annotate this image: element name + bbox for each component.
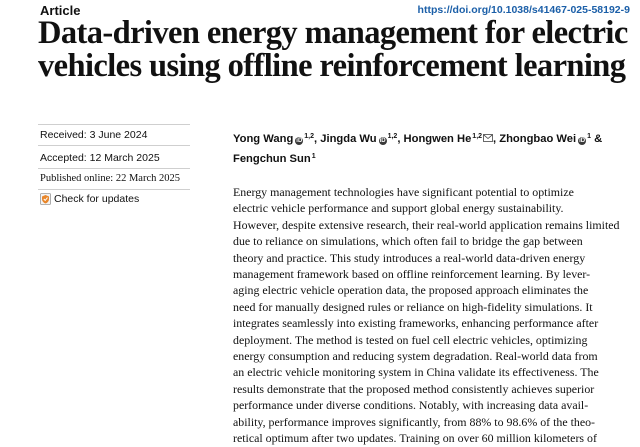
sidebar-divider [38,189,190,190]
author-name-text: Zhongbao Wei [499,133,577,145]
author-affiliation: 1 [587,133,592,140]
author-name[interactable] [233,133,317,145]
check-for-updates-icon [40,193,51,205]
abstract-line: Energy management technologies have significant potential to optimize [233,185,574,199]
sidebar-divider [38,145,190,146]
author-name-text: Yong Wang [233,133,294,145]
abstract-line: due to reliance on simulations, which often fail to bridge the gap between [233,234,583,249]
check-for-updates-label: Check for updates [54,193,140,205]
sidebar-divider [38,168,190,169]
abstract-line: retical optimum after two updates. Training on over 60 million kilometers of [233,431,597,446]
received-date: Received: 3 June 2024 [40,129,148,141]
author-name-text: Hongwen He [403,133,472,145]
doi-link[interactable]: https://doi.org/10.1038/s41467-025-58192-9 [417,4,630,16]
abstract-line: deployment. The method is tested on fuel cell electric vehicles, optimizing [233,332,588,347]
author-affiliation: 1,2 [472,133,483,140]
abstract-line: However, despite extensive research, their real-world application remains limited [233,217,620,232]
abstract-line: results demonstrate that the proposed method consistently achieves superior [233,381,595,396]
orcid-icon[interactable]: iD [296,138,303,144]
author-name[interactable] [404,133,497,145]
article-type-label: Article [40,3,81,18]
abstract-line: ability, performance improves significantly, from 88% to 98.6% of the theo- [233,414,596,429]
author-name-text: Fengchun Sun [233,153,311,165]
abstract-line: an electric vehicle monitoring system in China validate its effectiveness. The [233,365,599,380]
paper-title [38,17,638,83]
author-separator: , [397,133,401,145]
author-name[interactable] [233,153,316,165]
author-separator: & [591,133,603,145]
author-name[interactable] [499,133,602,145]
author-separator: , [493,133,497,145]
author-affiliation: 1,2 [387,133,398,140]
author-affiliation: 1,2 [304,133,315,140]
author-separator: , [314,133,318,145]
accepted-date: Accepted: 12 March 2025 [40,152,160,164]
author-name-text: Jingda Wu [320,133,377,145]
author-list [233,128,633,168]
title-line: Data-driven energy management for electric [38,15,628,51]
author-name[interactable] [320,133,400,145]
author-affiliation: 1 [311,153,316,160]
abstract-line: integrates seamlessly into existing frameworks, enhancing performance after [233,316,599,331]
abstract-line: need for manually designed rules or reliance on high-fidelity simulations. It [233,299,593,314]
abstract [233,184,633,447]
sidebar-divider [38,124,190,125]
abstract-line: management framework based on offline reinforcement learning. By lever- [233,267,591,282]
published-date: Published online: 22 March 2025 [40,173,180,184]
abstract-line: performance under diverse conditions. Notably, with increasing data avail- [233,398,589,413]
title-line: vehicles using offline reinforcement learning [38,48,626,84]
orcid-icon[interactable]: iD [379,138,386,144]
abstract-line: aging electric vehicle operation data, the proposed approach eliminates the [233,283,589,298]
abstract-line: electric vehicle performance and support global energy sustainability. [233,201,564,216]
abstract-line: theory and practice. This study introduces a real-world data-driven energy [233,250,586,265]
mail-icon[interactable] [483,134,493,142]
check-for-updates-button[interactable] [40,193,139,205]
abstract-line: energy consumption and reducing system degradation. Real-world data from [233,349,598,364]
orcid-icon[interactable]: iD [579,138,586,144]
